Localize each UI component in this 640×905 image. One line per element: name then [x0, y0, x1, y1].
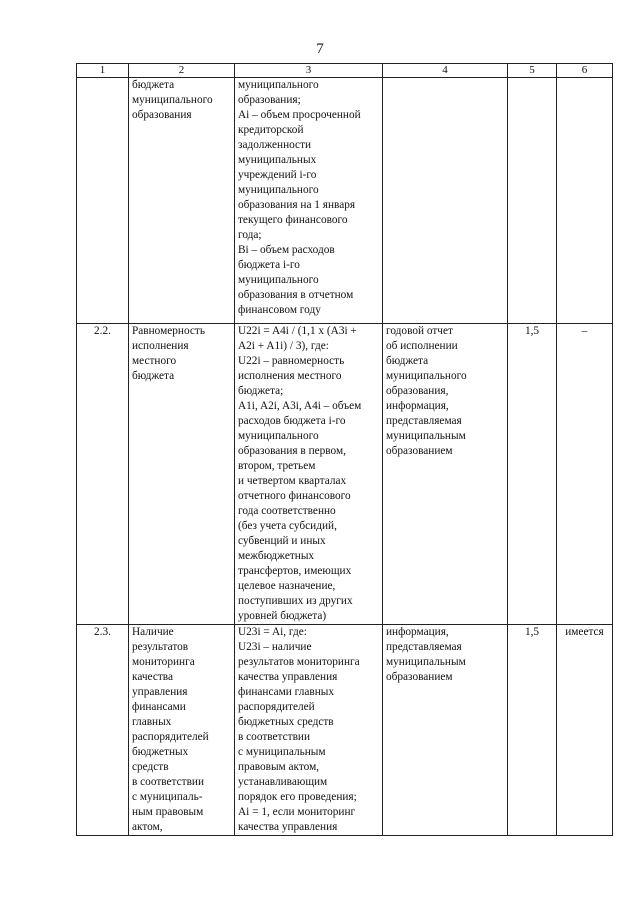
text-line: исполнения — [132, 340, 189, 352]
text-line: главных — [132, 716, 172, 728]
indicator-name-cell — [129, 78, 235, 324]
page-number: 7 — [316, 41, 324, 57]
formula-cell — [235, 625, 383, 836]
weight-cell — [508, 78, 557, 324]
value-cell — [557, 78, 613, 324]
text-line: Bi – объем расходов — [238, 244, 335, 256]
text-line: образования в первом, — [238, 445, 346, 457]
text-line: муниципального — [132, 94, 213, 106]
source-cell — [383, 625, 508, 836]
value-cell: имеется — [557, 625, 613, 836]
row-number-cell — [77, 78, 129, 324]
text-line: межбюджетных — [238, 550, 315, 562]
text-line: финансовом году — [238, 304, 321, 316]
text-line: образования в отчетном — [238, 289, 354, 301]
text-line: Ai = 1, если мониторинг — [238, 806, 356, 818]
text-line: муниципального — [238, 184, 319, 196]
text-line: поступивших из других — [238, 595, 353, 607]
text-line: трансфертов, имеющих — [238, 565, 352, 577]
text-line: информация, — [386, 626, 449, 638]
text-line: муниципального — [238, 274, 319, 286]
value-cell: – — [557, 324, 613, 625]
text-line: бюджетных средств — [238, 716, 334, 728]
text-line: образования на 1 января — [238, 199, 356, 211]
text-line: задолженности — [238, 139, 312, 151]
text-line: A1i, A2i, A3i, A4i – объем — [238, 400, 362, 412]
text-line: U22i = A4i / (1,1 x (A3i + — [238, 325, 357, 337]
header-cell: 1 — [77, 64, 129, 78]
text-line: муниципального — [386, 370, 467, 382]
row-number-cell: 2.2. — [77, 324, 129, 625]
formula-cell — [235, 324, 383, 625]
text-line: об исполнении — [386, 340, 458, 352]
header-cell: 6 — [557, 64, 613, 78]
text-line: втором, третьем — [238, 460, 316, 472]
text-line: Наличие — [132, 626, 174, 638]
text-line: бюджета i-го — [238, 259, 300, 271]
criteria-table — [76, 63, 613, 836]
text-line: актом, — [132, 821, 163, 833]
text-line: муниципальным — [386, 430, 466, 442]
text-line: A2i + A1i) / 3), где: — [238, 340, 329, 352]
table-row — [77, 625, 613, 836]
text-line: с муниципаль- — [132, 791, 203, 803]
text-line: года; — [238, 229, 262, 241]
formula-cell — [235, 78, 383, 324]
text-line: Равномерность — [132, 325, 205, 337]
text-line: распорядителей — [238, 701, 315, 713]
text-line: устанавливающим — [238, 776, 328, 788]
text-line: исполнения местного — [238, 370, 342, 382]
text-line: ным правовым — [132, 806, 204, 818]
source-cell — [383, 324, 508, 625]
text-line: управления — [132, 686, 188, 698]
text-line: года соответственно — [238, 505, 336, 517]
indicator-name-cell — [129, 324, 235, 625]
text-line: финансами главных — [238, 686, 334, 698]
text-line: местного — [132, 355, 177, 367]
text-line: результатов — [132, 641, 189, 653]
text-line: и четвертом кварталах — [238, 475, 347, 487]
table-row — [77, 324, 613, 625]
text-line: правовым актом, — [238, 761, 320, 773]
header-cell: 3 — [235, 64, 383, 78]
text-line: муниципального — [238, 79, 319, 91]
text-line: средств — [132, 761, 169, 773]
text-line: муниципального — [238, 430, 319, 442]
text-line: U23i = Ai, где: — [238, 626, 307, 638]
text-line: качества — [132, 671, 174, 683]
text-line: уровней бюджета) — [238, 610, 327, 622]
text-line: U22i – равномерность — [238, 355, 345, 367]
text-line: результатов мониторинга — [238, 656, 360, 668]
text-line: представляемая — [386, 641, 462, 653]
text-line: бюджета — [386, 355, 429, 367]
text-line: расходов бюджета i-го — [238, 415, 346, 427]
text-line: качества управления — [238, 821, 338, 833]
text-line: кредиторской — [238, 124, 304, 136]
text-line: муниципальным — [386, 656, 466, 668]
header-cell: 5 — [508, 64, 557, 78]
text-line: учреждений i-го — [238, 169, 317, 181]
header-cell: 4 — [383, 64, 508, 78]
text-line: бюджета — [132, 79, 175, 91]
weight-cell: 1,5 — [508, 625, 557, 836]
text-line: порядок его проведения; — [238, 791, 357, 803]
text-line: текущего финансового — [238, 214, 348, 226]
text-line: образования, — [386, 385, 449, 397]
text-line: образования — [132, 109, 192, 121]
text-line: бюджета; — [238, 385, 284, 397]
text-line: в соответствии — [132, 776, 204, 788]
text-line: U23i – наличие — [238, 641, 312, 653]
text-line: образованием — [386, 445, 453, 457]
text-line: муниципальных — [238, 154, 317, 166]
source-cell — [383, 78, 508, 324]
text-line: с муниципальным — [238, 746, 326, 758]
text-line: Ai – объем просроченной — [238, 109, 361, 121]
text-line: бюджета — [132, 370, 175, 382]
text-line: качества управления — [238, 671, 338, 683]
text-line: образованием — [386, 671, 453, 683]
table-header-row — [77, 64, 613, 78]
text-line: распорядителей — [132, 731, 209, 743]
text-line: мониторинга — [132, 656, 195, 668]
text-line: информация, — [386, 400, 449, 412]
text-line: отчетного финансового — [238, 490, 351, 502]
header-cell: 2 — [129, 64, 235, 78]
text-line: образования; — [238, 94, 301, 106]
table-row — [77, 78, 613, 324]
text-line: годовой отчет — [386, 325, 453, 337]
text-line: целевое назначение, — [238, 580, 336, 592]
indicator-name-cell — [129, 625, 235, 836]
text-line: бюджетных — [132, 746, 189, 758]
weight-cell: 1,5 — [508, 324, 557, 625]
text-line: (без учета субсидий, — [238, 520, 337, 532]
text-line: представляемая — [386, 415, 462, 427]
text-line: субвенций и иных — [238, 535, 326, 547]
row-number-cell: 2.3. — [77, 625, 129, 836]
text-line: финансами — [132, 701, 186, 713]
text-line: в соответствии — [238, 731, 310, 743]
